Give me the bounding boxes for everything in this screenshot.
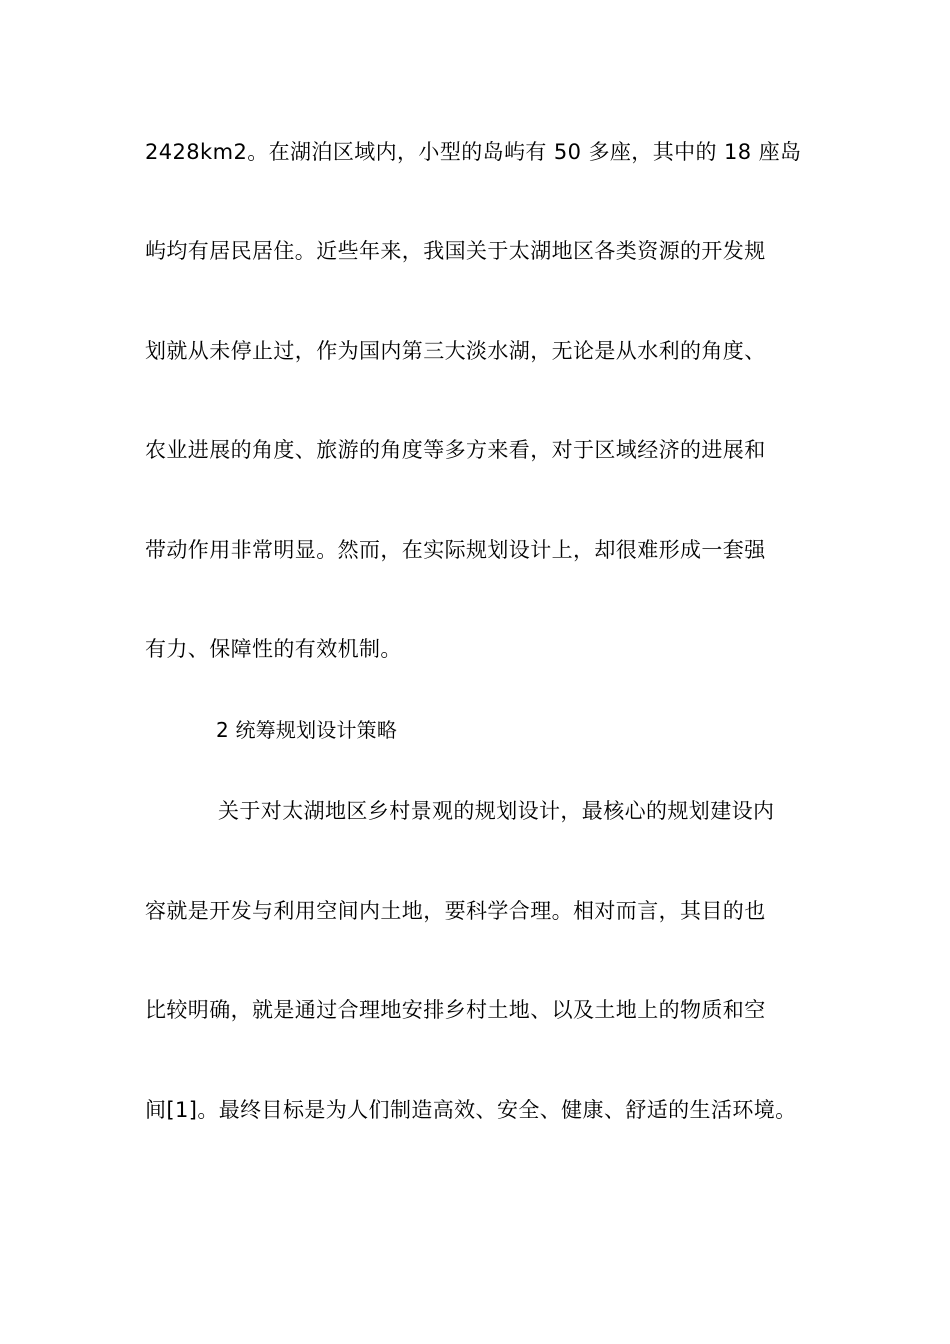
paragraph-2-line-4: 间[1]。最终目标是为人们制造高效、安全、健康、舒适的生活环境。 <box>145 1098 797 1122</box>
paragraph-1-line-4: 农业进展的角度、旅游的角度等多方来看，对于区域经济的进展和 <box>145 438 766 462</box>
paragraph-1-line-2: 屿均有居民居住。近些年来，我国关于太湖地区各类资源的开发规 <box>145 239 766 263</box>
paragraph-1-line-1: 2428km2。在湖泊区域内，小型的岛屿有 50 多座，其中的 18 座岛 <box>145 140 802 164</box>
section-heading: 2 统筹规划设计策略 <box>216 718 398 742</box>
paragraph-1-line-6: 有力、保障性的有效机制。 <box>145 637 402 661</box>
paragraph-1-line-3: 划就从未停止过，作为国内第三大淡水湖，无论是从水利的角度、 <box>145 339 766 363</box>
paragraph-2-line-1: 关于对太湖地区乡村景观的规划设计，最核心的规划建设内 <box>218 799 775 823</box>
paragraph-2-line-3: 比较明确，就是通过合理地安排乡村土地、以及土地上的物质和空 <box>145 998 766 1022</box>
paragraph-1-line-5: 带动作用非常明显。然而，在实际规划设计上，却很难形成一套强 <box>145 538 766 562</box>
paragraph-2-line-2: 容就是开发与利用空间内土地，要科学合理。相对而言，其目的也 <box>145 899 766 923</box>
